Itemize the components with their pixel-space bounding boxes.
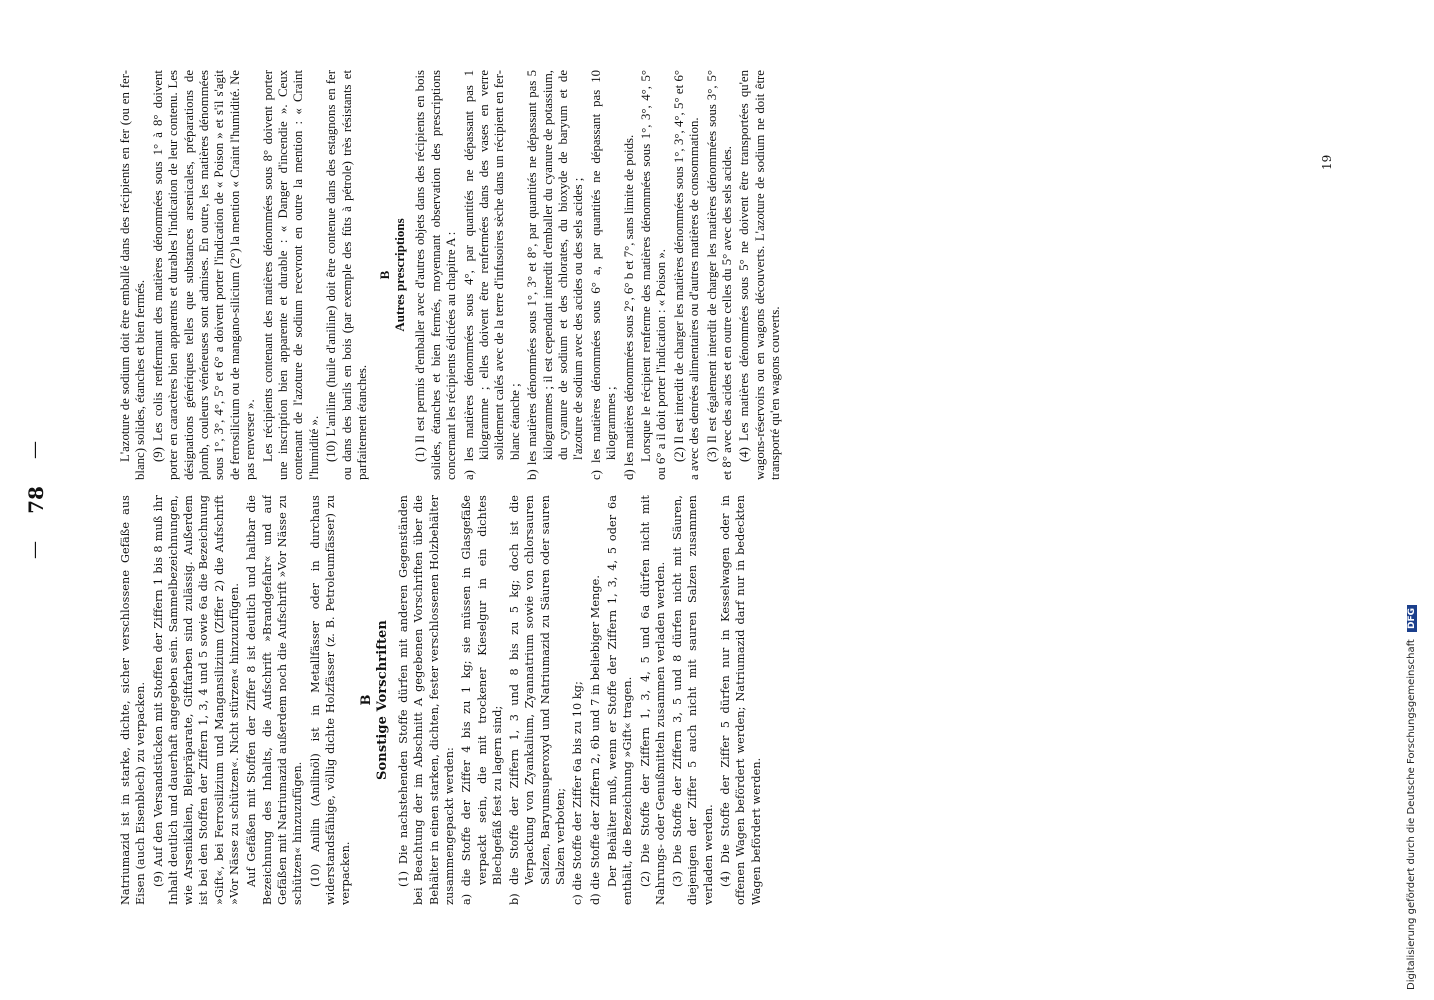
dfg-logo: DFG — [1407, 605, 1417, 632]
french-para-2: (2) Il est interdit de charger les matières dénommées sous 1°, 3°, 4°, 5° et 6° a avec des denrées alimentaires ou d'autres matières de consommation. — [671, 70, 702, 480]
german-para-4: (4) Die Stoffe der Ziffer 5 dürfen nur in Kesselwagen oder in offenen Wagen befördert werden; Natriumazid darf nur in bedeckten Wagen befördert werden. — [718, 495, 763, 905]
german-para-9: (9) Auf den Versandstücken mit Stoffen der Ziffern 1 bis 8 muß ihr Inhalt deutlich und dauerhaft angegeben sein. Sammelbezeichnungen, wie Arsenikalien, Bleipräparate, Giftfarben sind zulässig. Außerdem ist bei den Stoffen der Ziffern 1, 3, 4 und 5 sowie 6a die Bezeichnung »Gift«, bei Ferrosilizium und Mangansilizium (Ziffer 2) die Aufschrift »Vor Nässe zu schützen«. Nicht stürzen« hinzuzufügen. — [151, 495, 242, 905]
german-para-9b: Auf Gefäßen mit Stoffen der Ziffer 8 ist deutlich und haltbar die Bezeichnung des Inhalts, die Aufschrift »Brandgefahr« und auf Gefäßen mit Natriumazid außerdem noch die Aufschrift »Vor Nässe zu schützen« hinzuzufügen. — [245, 495, 305, 905]
french-item-d: d) les matières dénommées sous 2°, 6° b et 7°, sans limite de poids. — [621, 134, 636, 480]
french-intro: L'azoture de sodium doit être emballé dans des récipients en fer (ou en fer-blanc) solides, étanches et bien fermés. — [118, 70, 148, 480]
french-item-b: b) les matières dénommées sous 1°, 3° et 8°, par quantités ne dépassant pas 5 kilogrammes ; il est cependant interdit d'emballer du cyanure de potassium, du cyanure de sodium et des chlorates, du bioxyde de baryum et de l'azoture de sodium avec des acides ou des sels acides ; — [525, 70, 586, 480]
french-item-a: a) les matières dénommées sous 4°, par quantités ne dépassant pas 1 kilogramme ; elles doivent être renfermées dans des vases en verre solidement calés avec de la terre d'infusoires sèche dans un récipient en fer-blanc étanche ; — [461, 70, 522, 480]
french-item-d-note: Lorsque le récipient renferme des matières dénommées sous 1°, 3°, 4°, 5° ou 6° a il doit porter l'indication : « Poison ». — [639, 70, 669, 480]
german-para-3: (3) Die Stoffe der Ziffern 3, 5 und 8 dürfen nicht mit Säuren, diejenigen der Ziffer 5 auch nicht mit sauren Salzen zusammen verladen werden. — [671, 495, 715, 905]
german-para-10: (10) Anilin (Anilinöl) ist in Metallfässer oder in durchaus widerstandsfähige, völlig dichte Holzfässer (z. B. Petroleumfässer) zu verpacken. — [308, 495, 353, 905]
header-dash-right: — — [24, 441, 45, 459]
german-para-1: (1) Die nachstehenden Stoffe dürfen mit anderen Gegenständen bei Beachtung der im Abschnitt A gegebenen Vorschriften über die Behälter in einen starken, dichten, fester verschlossenen Holzbehälter zusammengepackt werden: — [397, 495, 456, 905]
french-para-10: (10) L'aniline (huile d'aniline) doit être contenue dans des estagnons en fer ou dans des barils en bois (par exemple des fûts à pétrole) très résistants et parfaitement étanches. — [324, 70, 370, 480]
digitization-credit — [1406, 10, 1417, 990]
page-number: 78 — [24, 486, 48, 514]
french-section-title: Autres prescriptions — [391, 218, 407, 332]
signature-mark: 19 — [1320, 154, 1334, 170]
french-para-3: (3) Il est également interdit de charger les matières dénommées sous 3°, 5° et 8° avec des acides et en outre celles du 5° avec des sels acides. — [704, 70, 735, 480]
french-column — [118, 70, 1303, 480]
german-para-2: (2) Die Stoffe der Ziffern 1, 3, 4, 5 und 6a dürfen nicht mit Nahrungs- oder Genußmitteln zusammen verladen werden. — [638, 495, 667, 905]
german-item-d: d) die Stoffe der Ziffern 2, 6b und 7 in beliebiger Menge. — [588, 574, 602, 905]
german-item-c: c) die Stoffe der Ziffer 6a bis zu 10 kg; — [571, 681, 585, 905]
french-para-4: (4) Les matières dénommées sous 5° ne doivent être transportées qu'en wagons-réservoirs ou en wagons découverts. L'azoture de sodium ne doit être transporté qu'en wagons couverts. — [737, 70, 783, 480]
german-column — [118, 495, 1303, 905]
german-item-d-note: Der Behälter muß, wenn er Stoffe der Ziffern 1, 3, 4, 5 oder 6a enthält, die Bezeichnung »Gift« tragen. — [605, 495, 635, 905]
header-dash-left: — — [24, 541, 45, 559]
credit-text: Digitalisierung gefördert durch die Deutsche Forschungsgemeinschaft — [1406, 639, 1417, 990]
german-section-title: Sonstige Vorschriften — [374, 620, 390, 780]
french-para-1: (1) Il est permis d'emballer avec d'autres objets dans des récipients en bois solides, étanches et bien fermés, moyennant observation des prescriptions concernant les récipients édictées au chapitre A : — [413, 70, 459, 480]
french-item-c: c) les matières dénommées sous 6° a, par quantités ne dépassant pas 10 kilogrammes ; — [588, 70, 619, 480]
french-para-9b: Les récipients contenant des matières dénommées sous 8° doivent porter une inscription bien apparente et durable : « Danger d'incendie ». Ceux contenant de l'azoture de sodium recevront en outre la mention : « Craint l'humidité ». — [260, 70, 321, 480]
german-item-a: a) die Stoffe der Ziffer 4 bis zu 1 kg; sie müssen in Glasgefäße verpackt sein, die mit trockener Kieselgur in ein dichtes Blechgefäß fest zu lagern sind; — [460, 495, 504, 905]
german-intro: Natriumazid ist in starke, dichte, sicher verschlossene Gefäße aus Eisen (auch Eisenblech) zu verpacken. — [119, 495, 148, 905]
french-section-letter: B — [376, 270, 392, 280]
german-section-letter: B — [359, 694, 375, 706]
german-item-b: b) die Stoffe der Ziffern 1, 3 und 8 bis zu 5 kg; doch ist die Verpackung von Zyankalium, Zyannatrium sowie von chlorsauren Salzen, Baryumsuperoxyd und Natriumazid zu Säuren oder sauren Salzen verboten; — [508, 495, 568, 905]
page-header — [6, 0, 126, 1000]
french-para-9: (9) Les colis renfermant des matières dénommées sous 1° à 8° doivent porter en caractères bien apparents et durables l'indication de leur contenu. Les désignations génériques telles que substances arsenicales, préparations de plomb, couleurs vénéneuses sont admises. En outre, les matières dénommées sous 1°, 3°, 4°, 5° et 6° a doivent porter l'indication de « Poison » et s'il s'agit de ferrosilicium ou de mangano-silicium (2°) la mention « Craint l'humidité. Ne pas renverser ». — [150, 70, 258, 480]
